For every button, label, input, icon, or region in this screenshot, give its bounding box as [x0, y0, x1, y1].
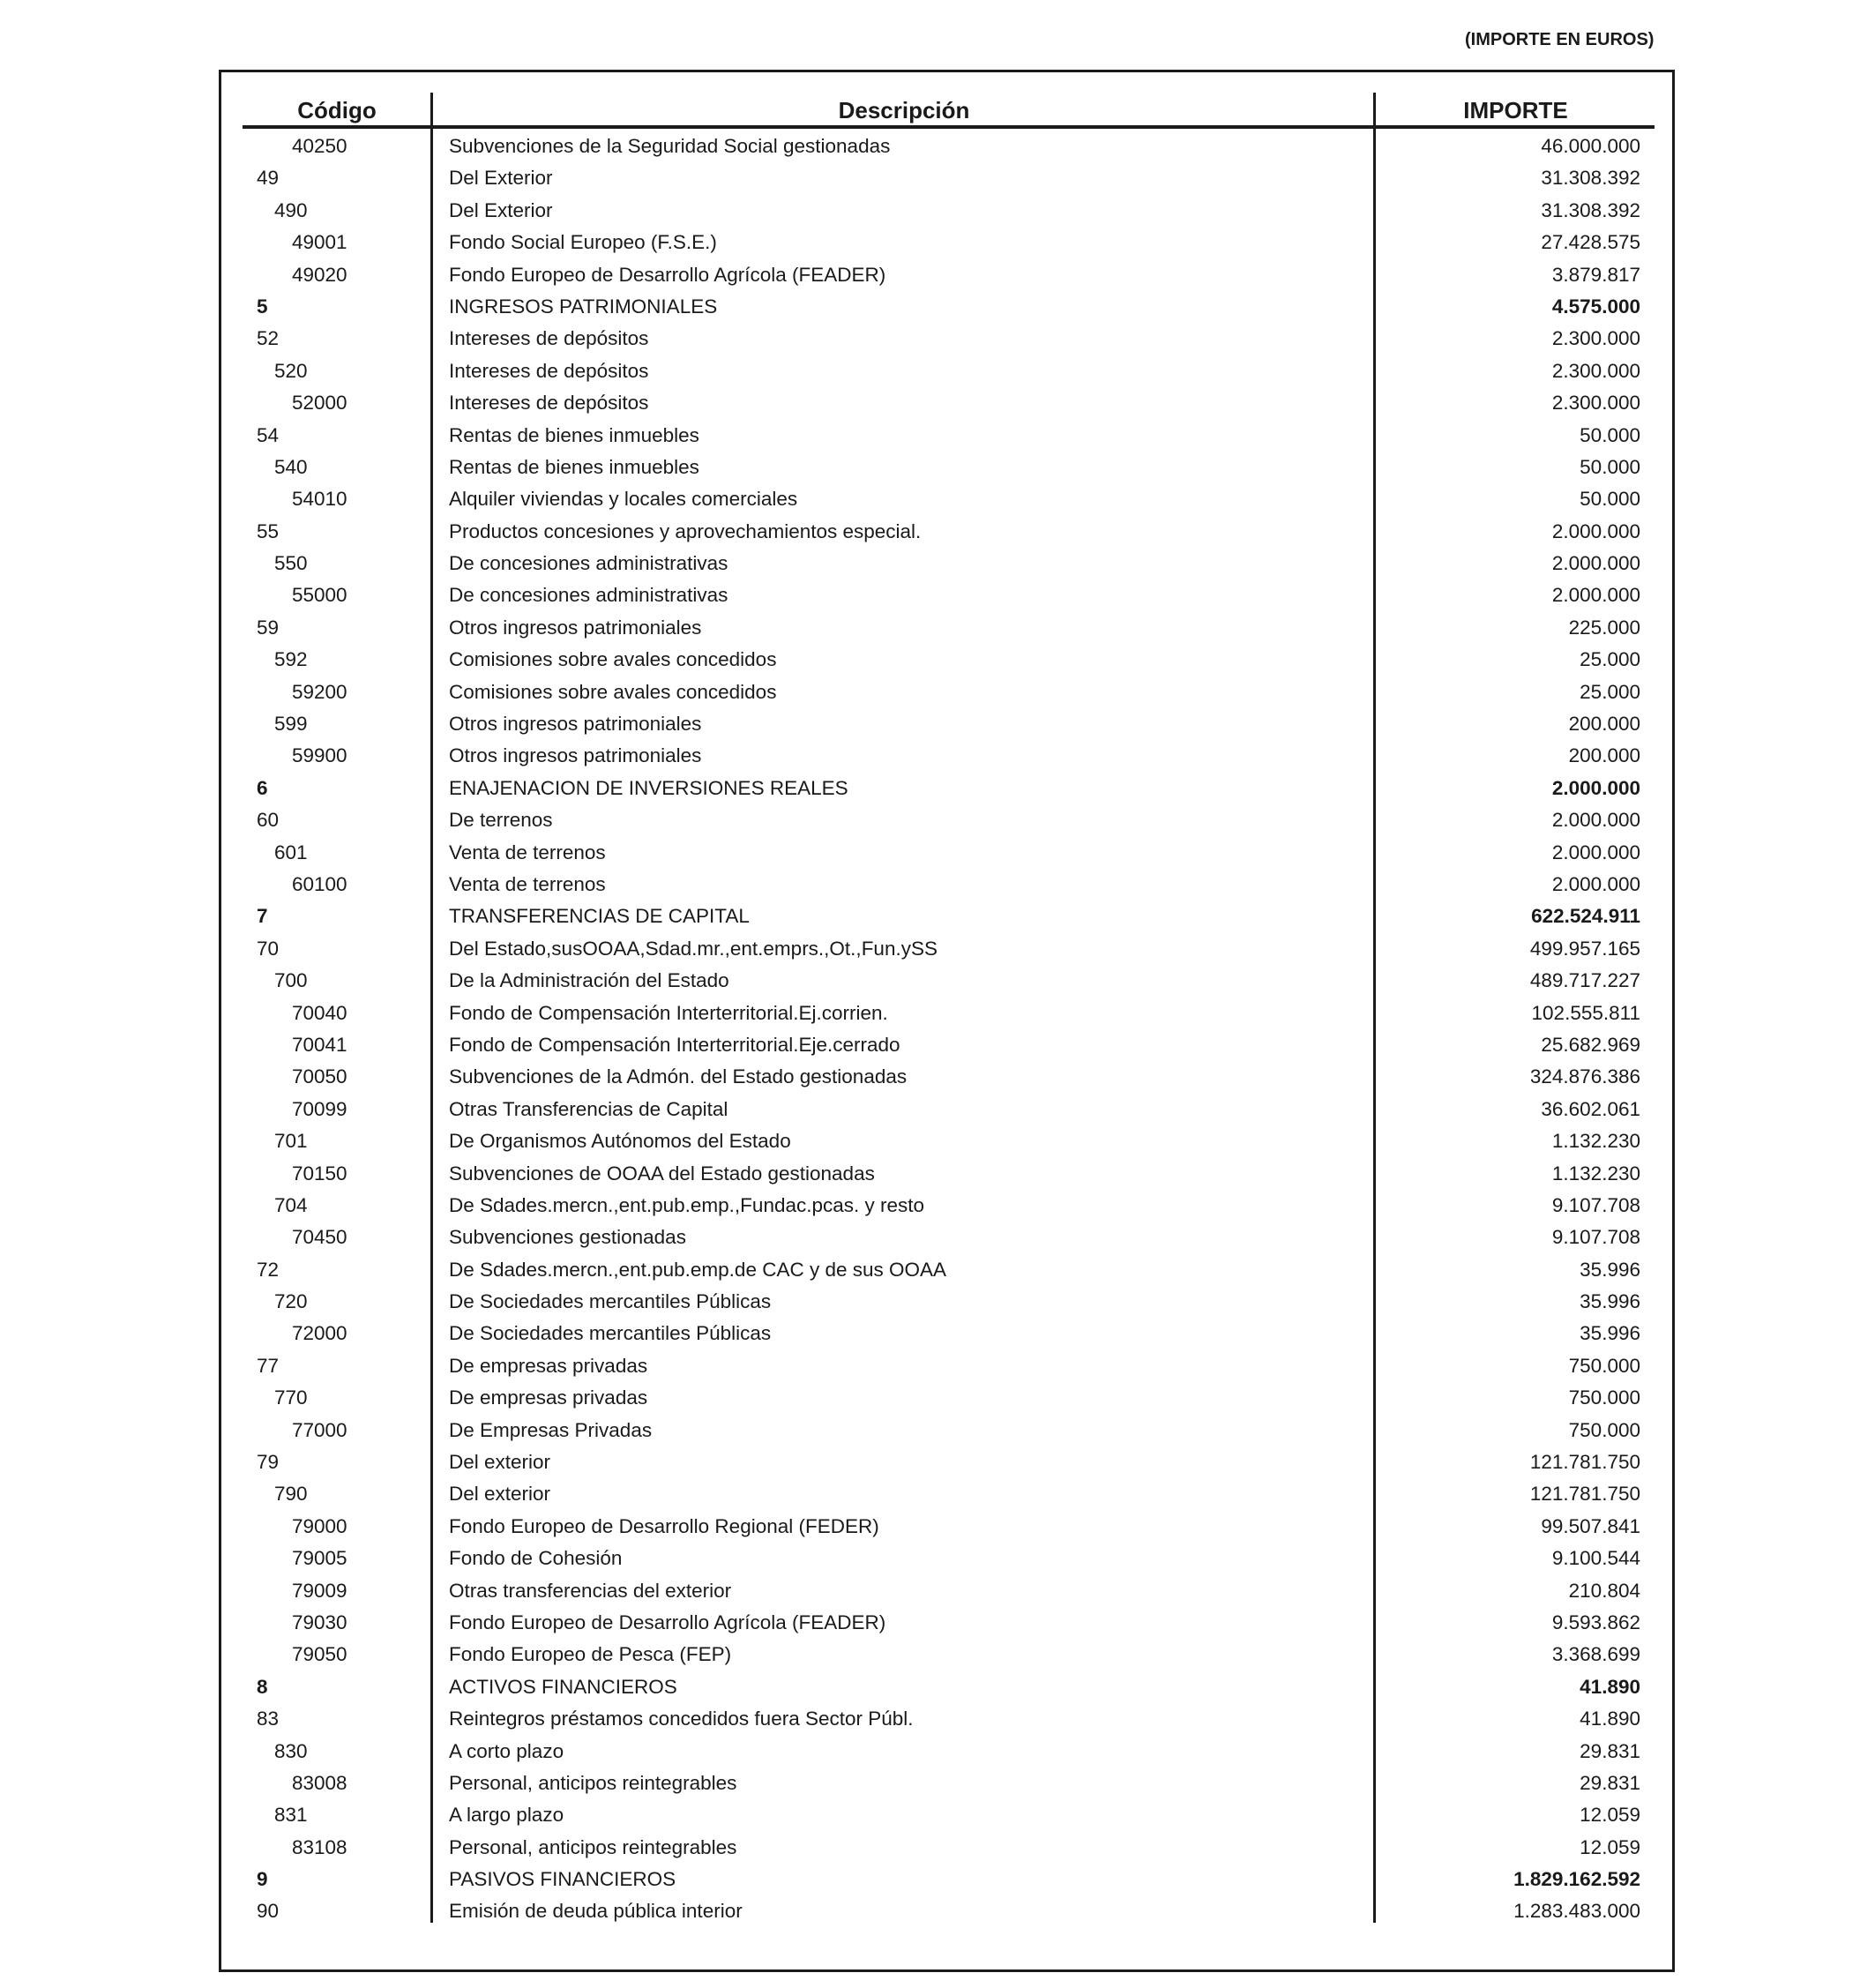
table-row — [243, 355, 1655, 387]
row-code: 54 — [257, 423, 280, 446]
row-code: 6 — [257, 776, 268, 799]
table-row — [243, 1094, 1655, 1125]
row-amount: 489.717.227 — [1529, 969, 1640, 992]
row-amount: 12.059 — [1580, 1835, 1640, 1858]
table-row — [243, 612, 1655, 644]
row-description: Rentas de bienes inmuebles — [449, 423, 699, 446]
table-row — [243, 162, 1655, 194]
row-description: De concesiones administrativas — [449, 584, 728, 607]
row-description: Alquiler viviendas y locales comerciales — [449, 488, 798, 511]
row-amount: 31.308.392 — [1541, 167, 1640, 190]
table-row — [243, 1190, 1655, 1222]
row-code: 52 — [257, 327, 280, 350]
table-row — [243, 869, 1655, 901]
row-amount: 29.831 — [1580, 1771, 1640, 1794]
header-descripcion: Descripción — [838, 97, 970, 123]
table-row — [243, 259, 1655, 291]
table-row — [243, 676, 1655, 708]
table-row — [243, 901, 1655, 932]
row-amount: 27.428.575 — [1541, 231, 1640, 254]
row-description: Subvenciones de la Seguridad Social gestionadas — [449, 135, 891, 157]
row-description: Otros ingresos patrimoniales — [449, 616, 702, 639]
row-description: Otras Transferencias de Capital — [449, 1097, 728, 1120]
row-description: Otras transferencias del exterior — [449, 1579, 732, 1602]
row-code: 77000 — [292, 1418, 347, 1441]
row-description: Fondo Europeo de Pesca (FEP) — [449, 1643, 732, 1666]
table-row — [243, 1864, 1655, 1895]
row-code: 490 — [274, 198, 308, 221]
header-codigo: Código — [297, 97, 377, 123]
row-description: Venta de terrenos — [449, 872, 606, 895]
row-code: 770 — [274, 1386, 308, 1409]
row-amount: 3.368.699 — [1551, 1643, 1640, 1666]
row-amount: 2.300.000 — [1551, 392, 1640, 415]
table-row — [243, 548, 1655, 579]
row-amount: 12.059 — [1580, 1804, 1640, 1827]
table-row — [243, 1318, 1655, 1349]
row-description: De empresas privadas — [449, 1386, 648, 1409]
row-description: De Sociedades mercantiles Públicas — [449, 1290, 772, 1313]
row-code: 72000 — [292, 1322, 347, 1345]
row-description: De Empresas Privadas — [449, 1418, 653, 1441]
table-row — [243, 452, 1655, 483]
row-code: 49001 — [292, 231, 347, 254]
row-amount: 2.000.000 — [1551, 872, 1640, 895]
row-description: Rentas de bienes inmuebles — [449, 455, 699, 478]
row-description: De concesiones administrativas — [449, 552, 728, 575]
row-amount: 2.000.000 — [1551, 552, 1640, 575]
row-description: Intereses de depósitos — [449, 327, 649, 350]
row-amount: 4.575.000 — [1551, 295, 1640, 318]
row-code: 520 — [274, 359, 308, 382]
table-row — [243, 579, 1655, 611]
row-description: Del exterior — [449, 1451, 551, 1474]
row-description: TRANSFERENCIAS DE CAPITAL — [449, 905, 750, 928]
row-code: 52000 — [292, 392, 347, 415]
row-code: 720 — [274, 1290, 308, 1313]
row-description: Subvenciones gestionadas — [449, 1226, 686, 1249]
row-description: Del Exterior — [449, 167, 553, 190]
table-row — [243, 1158, 1655, 1190]
table-row — [243, 1703, 1655, 1735]
row-amount: 9.593.862 — [1551, 1611, 1640, 1633]
row-amount: 750.000 — [1568, 1386, 1640, 1409]
table-body — [243, 131, 1655, 1928]
row-description: Fondo Europeo de Desarrollo Agrícola (FEADER) — [449, 263, 886, 286]
row-description: Otros ingresos patrimoniales — [449, 744, 702, 767]
row-description: Fondo Social Europeo (F.S.E.) — [449, 231, 717, 254]
table-row — [243, 291, 1655, 323]
row-amount: 2.000.000 — [1551, 519, 1640, 542]
row-description: De Sociedades mercantiles Públicas — [449, 1322, 772, 1345]
units-note: (IMPORTE EN EUROS) — [1465, 30, 1655, 49]
row-amount: 499.957.165 — [1529, 937, 1640, 960]
row-description: Fondo de Compensación Interterritorial.Ej.corrien. — [449, 1001, 888, 1024]
row-description: Fondo Europeo de Desarrollo Regional (FEDER) — [449, 1514, 879, 1537]
row-description: Otros ingresos patrimoniales — [449, 713, 702, 736]
table-row — [243, 837, 1655, 869]
row-amount: 1.829.162.592 — [1513, 1868, 1640, 1891]
row-amount: 2.000.000 — [1551, 809, 1640, 832]
row-description: Subvenciones de OOAA del Estado gestionadas — [449, 1162, 875, 1185]
row-code: 701 — [274, 1130, 308, 1153]
row-code: 79030 — [292, 1611, 347, 1633]
row-amount: 25.000 — [1580, 680, 1640, 703]
table-row — [243, 1061, 1655, 1093]
row-amount: 35.996 — [1580, 1290, 1640, 1313]
row-code: 59 — [257, 616, 280, 639]
row-amount: 1.132.230 — [1551, 1130, 1640, 1153]
row-amount: 36.602.061 — [1541, 1097, 1640, 1120]
row-description: INGRESOS PATRIMONIALES — [449, 295, 718, 318]
row-amount: 9.100.544 — [1551, 1547, 1640, 1570]
row-description: De Sdades.mercn.,ent.pub.emp.de CAC y de sus OOAA — [449, 1258, 947, 1281]
table-row — [243, 1736, 1655, 1768]
row-amount: 99.507.841 — [1541, 1514, 1640, 1537]
row-amount: 41.890 — [1580, 1708, 1640, 1730]
row-description: De Organismos Autónomos del Estado — [449, 1130, 791, 1153]
table-row — [243, 323, 1655, 355]
row-amount: 9.107.708 — [1551, 1193, 1640, 1216]
row-amount: 750.000 — [1568, 1354, 1640, 1377]
row-code: 550 — [274, 552, 308, 575]
row-code: 79 — [257, 1451, 280, 1474]
row-amount: 210.804 — [1568, 1579, 1640, 1602]
row-code: 700 — [274, 969, 308, 992]
table-row — [243, 1478, 1655, 1510]
row-amount: 1.283.483.000 — [1513, 1900, 1640, 1923]
row-amount: 31.308.392 — [1541, 198, 1640, 221]
table-row — [243, 1382, 1655, 1414]
row-code: 70050 — [292, 1065, 347, 1088]
row-description: Del Exterior — [449, 198, 553, 221]
row-amount: 35.996 — [1580, 1322, 1640, 1345]
row-code: 55 — [257, 519, 280, 542]
table-row — [243, 1446, 1655, 1478]
row-code: 831 — [274, 1804, 308, 1827]
row-code: 70150 — [292, 1162, 347, 1185]
row-amount: 46.000.000 — [1541, 135, 1640, 157]
row-description: Personal, anticipos reintegrables — [449, 1835, 737, 1858]
row-amount: 200.000 — [1568, 713, 1640, 736]
row-description: A corto plazo — [449, 1739, 564, 1762]
row-code: 59200 — [292, 680, 347, 703]
row-description: PASIVOS FINANCIEROS — [449, 1868, 676, 1891]
row-code: 601 — [274, 841, 308, 863]
row-code: 790 — [274, 1483, 308, 1506]
row-amount: 121.781.750 — [1529, 1483, 1640, 1506]
table-row — [243, 1125, 1655, 1157]
table-row — [243, 708, 1655, 740]
table-row — [243, 1286, 1655, 1318]
table-row — [243, 1671, 1655, 1703]
table-row — [243, 740, 1655, 772]
row-code: 599 — [274, 713, 308, 736]
row-description: Emisión de deuda pública interior — [449, 1900, 743, 1923]
table-row — [243, 1895, 1655, 1927]
row-description: Reintegros préstamos concedidos fuera Sector Públ. — [449, 1708, 914, 1730]
table-row — [243, 387, 1655, 419]
row-code: 90 — [257, 1900, 280, 1923]
table-row — [243, 773, 1655, 804]
row-code: 7 — [257, 905, 268, 928]
row-description: Venta de terrenos — [449, 841, 606, 863]
row-amount: 622.524.911 — [1531, 905, 1640, 928]
row-code: 70040 — [292, 1001, 347, 1024]
table-row — [243, 1511, 1655, 1543]
row-description: Fondo de Cohesión — [449, 1547, 623, 1570]
table-row — [243, 1350, 1655, 1382]
table-row — [243, 131, 1655, 162]
row-description: Fondo Europeo de Desarrollo Agrícola (FEADER) — [449, 1611, 886, 1633]
row-code: 55000 — [292, 584, 347, 607]
table-row — [243, 1254, 1655, 1286]
row-amount: 324.876.386 — [1529, 1065, 1640, 1088]
row-description: De terrenos — [449, 809, 553, 832]
row-description: Subvenciones de la Admón. del Estado gestionadas — [449, 1065, 908, 1088]
row-code: 8 — [257, 1675, 268, 1698]
row-code: 54010 — [292, 488, 347, 511]
row-description: Intereses de depósitos — [449, 359, 649, 382]
table-row — [243, 1607, 1655, 1639]
table-row — [243, 195, 1655, 227]
row-description: De la Administración del Estado — [449, 969, 729, 992]
row-description: Del exterior — [449, 1483, 551, 1506]
table-row — [243, 998, 1655, 1029]
row-code: 60 — [257, 809, 280, 832]
row-code: 704 — [274, 1193, 308, 1216]
row-code: 70099 — [292, 1097, 347, 1120]
row-code: 79009 — [292, 1579, 347, 1602]
row-code: 70450 — [292, 1226, 347, 1249]
row-code: 540 — [274, 455, 308, 478]
table-row — [243, 227, 1655, 258]
row-description: De empresas privadas — [449, 1354, 648, 1377]
row-amount: 1.132.230 — [1551, 1162, 1640, 1185]
row-amount: 2.300.000 — [1551, 327, 1640, 350]
row-description: Productos concesiones y aprovechamientos especial. — [449, 519, 922, 542]
row-amount: 3.879.817 — [1551, 263, 1640, 286]
table-row — [243, 1832, 1655, 1864]
row-code: 77 — [257, 1354, 280, 1377]
row-description: Comisiones sobre avales concedidos — [449, 680, 777, 703]
row-description: A largo plazo — [449, 1804, 564, 1827]
table-row — [243, 420, 1655, 452]
row-amount: 225.000 — [1568, 616, 1640, 639]
row-description: De Sdades.mercn.,ent.pub.emp.,Fundac.pcas. y resto — [449, 1193, 925, 1216]
table-row — [243, 1222, 1655, 1253]
row-amount: 35.996 — [1580, 1258, 1640, 1281]
row-description: ACTIVOS FINANCIEROS — [449, 1675, 677, 1698]
row-code: 830 — [274, 1739, 308, 1762]
row-code: 592 — [274, 648, 308, 671]
header-underline — [243, 125, 1655, 129]
row-description: Fondo de Compensación Interterritorial.Eje.cerrado — [449, 1033, 900, 1056]
row-code: 49020 — [292, 263, 347, 286]
row-code: 49 — [257, 167, 280, 190]
row-amount: 2.000.000 — [1551, 841, 1640, 863]
row-amount: 9.107.708 — [1551, 1226, 1640, 1249]
row-description: Comisiones sobre avales concedidos — [449, 648, 777, 671]
table-row — [243, 1639, 1655, 1670]
row-code: 5 — [257, 295, 268, 318]
row-description: Intereses de depósitos — [449, 392, 649, 415]
table-row — [243, 965, 1655, 997]
row-amount: 2.300.000 — [1551, 359, 1640, 382]
row-amount: 200.000 — [1568, 744, 1640, 767]
table-row — [243, 1768, 1655, 1799]
row-code: 79050 — [292, 1643, 347, 1666]
table-row — [243, 933, 1655, 965]
row-amount: 25.000 — [1580, 648, 1640, 671]
table-row — [243, 516, 1655, 548]
table-row — [243, 1575, 1655, 1607]
row-description: Personal, anticipos reintegrables — [449, 1771, 737, 1794]
row-code: 72 — [257, 1258, 280, 1281]
table-row — [243, 1799, 1655, 1831]
row-amount: 2.000.000 — [1551, 584, 1640, 607]
row-amount: 2.000.000 — [1551, 776, 1640, 799]
row-amount: 50.000 — [1580, 423, 1640, 446]
row-amount: 25.682.969 — [1541, 1033, 1640, 1056]
row-amount: 102.555.811 — [1531, 1001, 1640, 1024]
row-code: 70 — [257, 937, 280, 960]
row-code: 79005 — [292, 1547, 347, 1570]
row-amount: 750.000 — [1568, 1418, 1640, 1441]
row-code: 60100 — [292, 872, 347, 895]
row-code: 59900 — [292, 744, 347, 767]
table-row — [243, 804, 1655, 836]
table-row — [243, 1543, 1655, 1574]
row-code: 79000 — [292, 1514, 347, 1537]
row-amount: 29.831 — [1580, 1739, 1640, 1762]
table-row — [243, 644, 1655, 676]
row-amount: 41.890 — [1580, 1675, 1640, 1698]
table-row — [243, 1029, 1655, 1061]
table-row — [243, 1415, 1655, 1446]
table-row — [243, 483, 1655, 515]
row-code: 83 — [257, 1708, 280, 1730]
row-code: 70041 — [292, 1033, 347, 1056]
row-amount: 50.000 — [1580, 488, 1640, 511]
header-importe: IMPORTE — [1463, 97, 1568, 123]
row-description: ENAJENACION DE INVERSIONES REALES — [449, 776, 848, 799]
row-code: 83008 — [292, 1771, 347, 1794]
row-description: Del Estado,susOOAA,Sdad.mr.,ent.emprs.,Ot.,Fun.ySS — [449, 937, 938, 960]
row-code: 83108 — [292, 1835, 347, 1858]
row-amount: 50.000 — [1580, 455, 1640, 478]
row-code: 9 — [257, 1868, 268, 1891]
row-code: 40250 — [292, 135, 347, 157]
row-amount: 121.781.750 — [1529, 1451, 1640, 1474]
